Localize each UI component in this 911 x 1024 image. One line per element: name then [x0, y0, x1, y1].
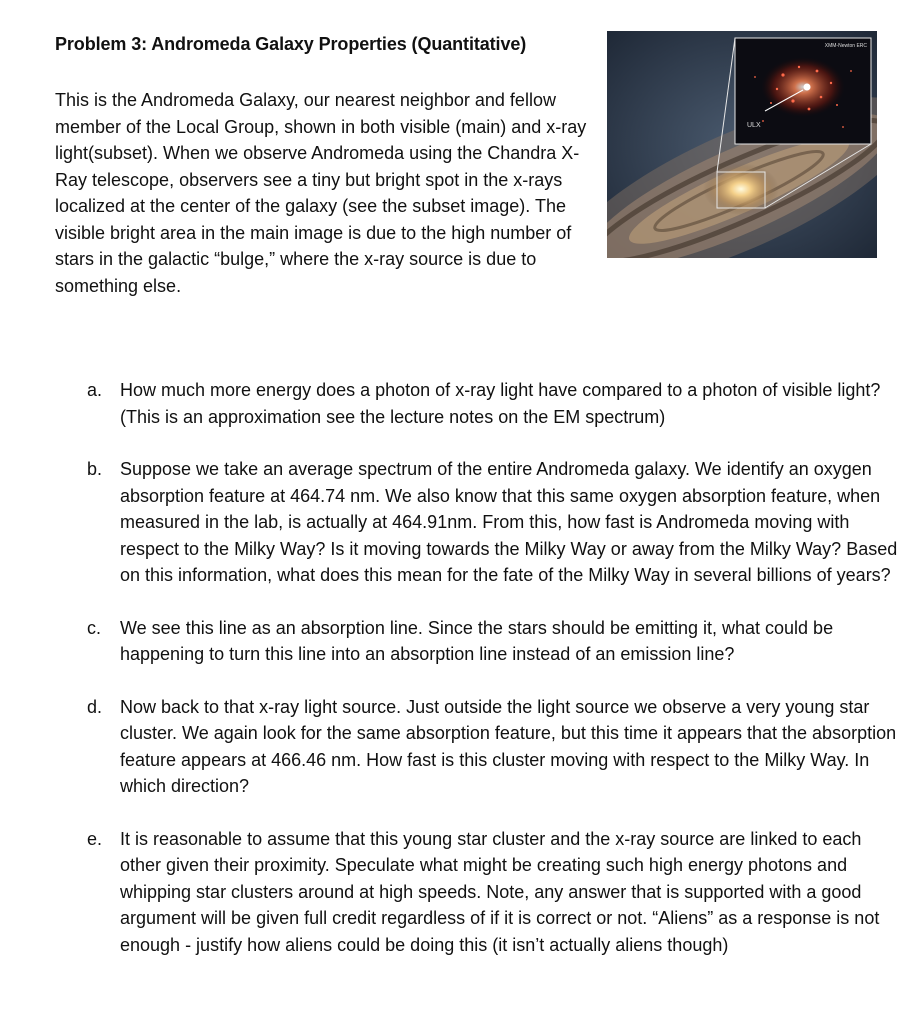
question-letter: e.: [87, 828, 103, 849]
question-letter: d.: [87, 696, 103, 717]
ulx-label: ULX: [747, 122, 761, 129]
question-b: [87, 456, 902, 589]
question-c: [87, 615, 902, 668]
andromeda-image: [607, 31, 877, 258]
question-text: Now back to that x-ray light source. Just outside the light source we observe a very young star cluster. We again look for the same absorption feature, but this time it appears that the absorption feature appears at 466.46 nm. How fast is this cluster moving with respect to the Milky Way. In which direction?: [120, 696, 897, 796]
question-list: [87, 377, 902, 984]
question-letter: c.: [87, 617, 102, 638]
question-text: It is reasonable to assume that this young star cluster and the x-ray source are linked to each other given their proximity. Speculate what might be creating such high energy photons and whipping star clusters around at high speeds. Note, any answer that is supported with a good argument will be given full credit regardless of if it is correct or not. “Aliens” as a response is not enough - justify how aliens could be doing this (it isn’t actually aliens though): [120, 828, 880, 955]
question-letter: b.: [87, 459, 103, 479]
image-credit: XMM-Newton ERC: [824, 43, 867, 49]
question-text: How much more energy does a photon of x-ray light have compared to a photon of visible light? (This is an approximation see the lecture notes on the EM spectrum): [120, 380, 881, 427]
question-text: We see this line as an absorption line. Since the stars should be emitting it, what could be happening to turn this line into an absorption line instead of an emission line?: [120, 617, 834, 664]
question-e: [87, 826, 902, 959]
intro-paragraph: This is the Andromeda Galaxy, our nearest neighbor and fellow member of the Local Group, shown in both visible (main) and x-ray light(subset). When we observe Andromeda using the Chandra X-Ray telescope, observers see a tiny but bright spot in the x-rays localized at the center of the galaxy (see the subset image). The visible bright area in the main image is due to the high number of stars in the galactic “bulge,” where the x-ray source is due to something else.: [55, 90, 587, 296]
question-a: [87, 377, 902, 430]
question-d: [87, 694, 902, 800]
question-letter: a.: [87, 380, 103, 400]
question-text: Suppose we take an average spectrum of the entire Andromeda galaxy. We identify an oxygen absorption feature at 464.74 nm. We also know that this same oxygen absorption feature, when measured in the lab, is actually at 464.91nm. From this, how fast is Andromeda moving with respect to the Milky Way? Is it moving towards the Milky Way or away from the Milky Way? Based on this information, what does this mean for the fate of the Milky Way in several billions of years?: [120, 459, 898, 585]
problem-title: Problem 3: Andromeda Galaxy Properties (Quantitative): [55, 34, 527, 54]
